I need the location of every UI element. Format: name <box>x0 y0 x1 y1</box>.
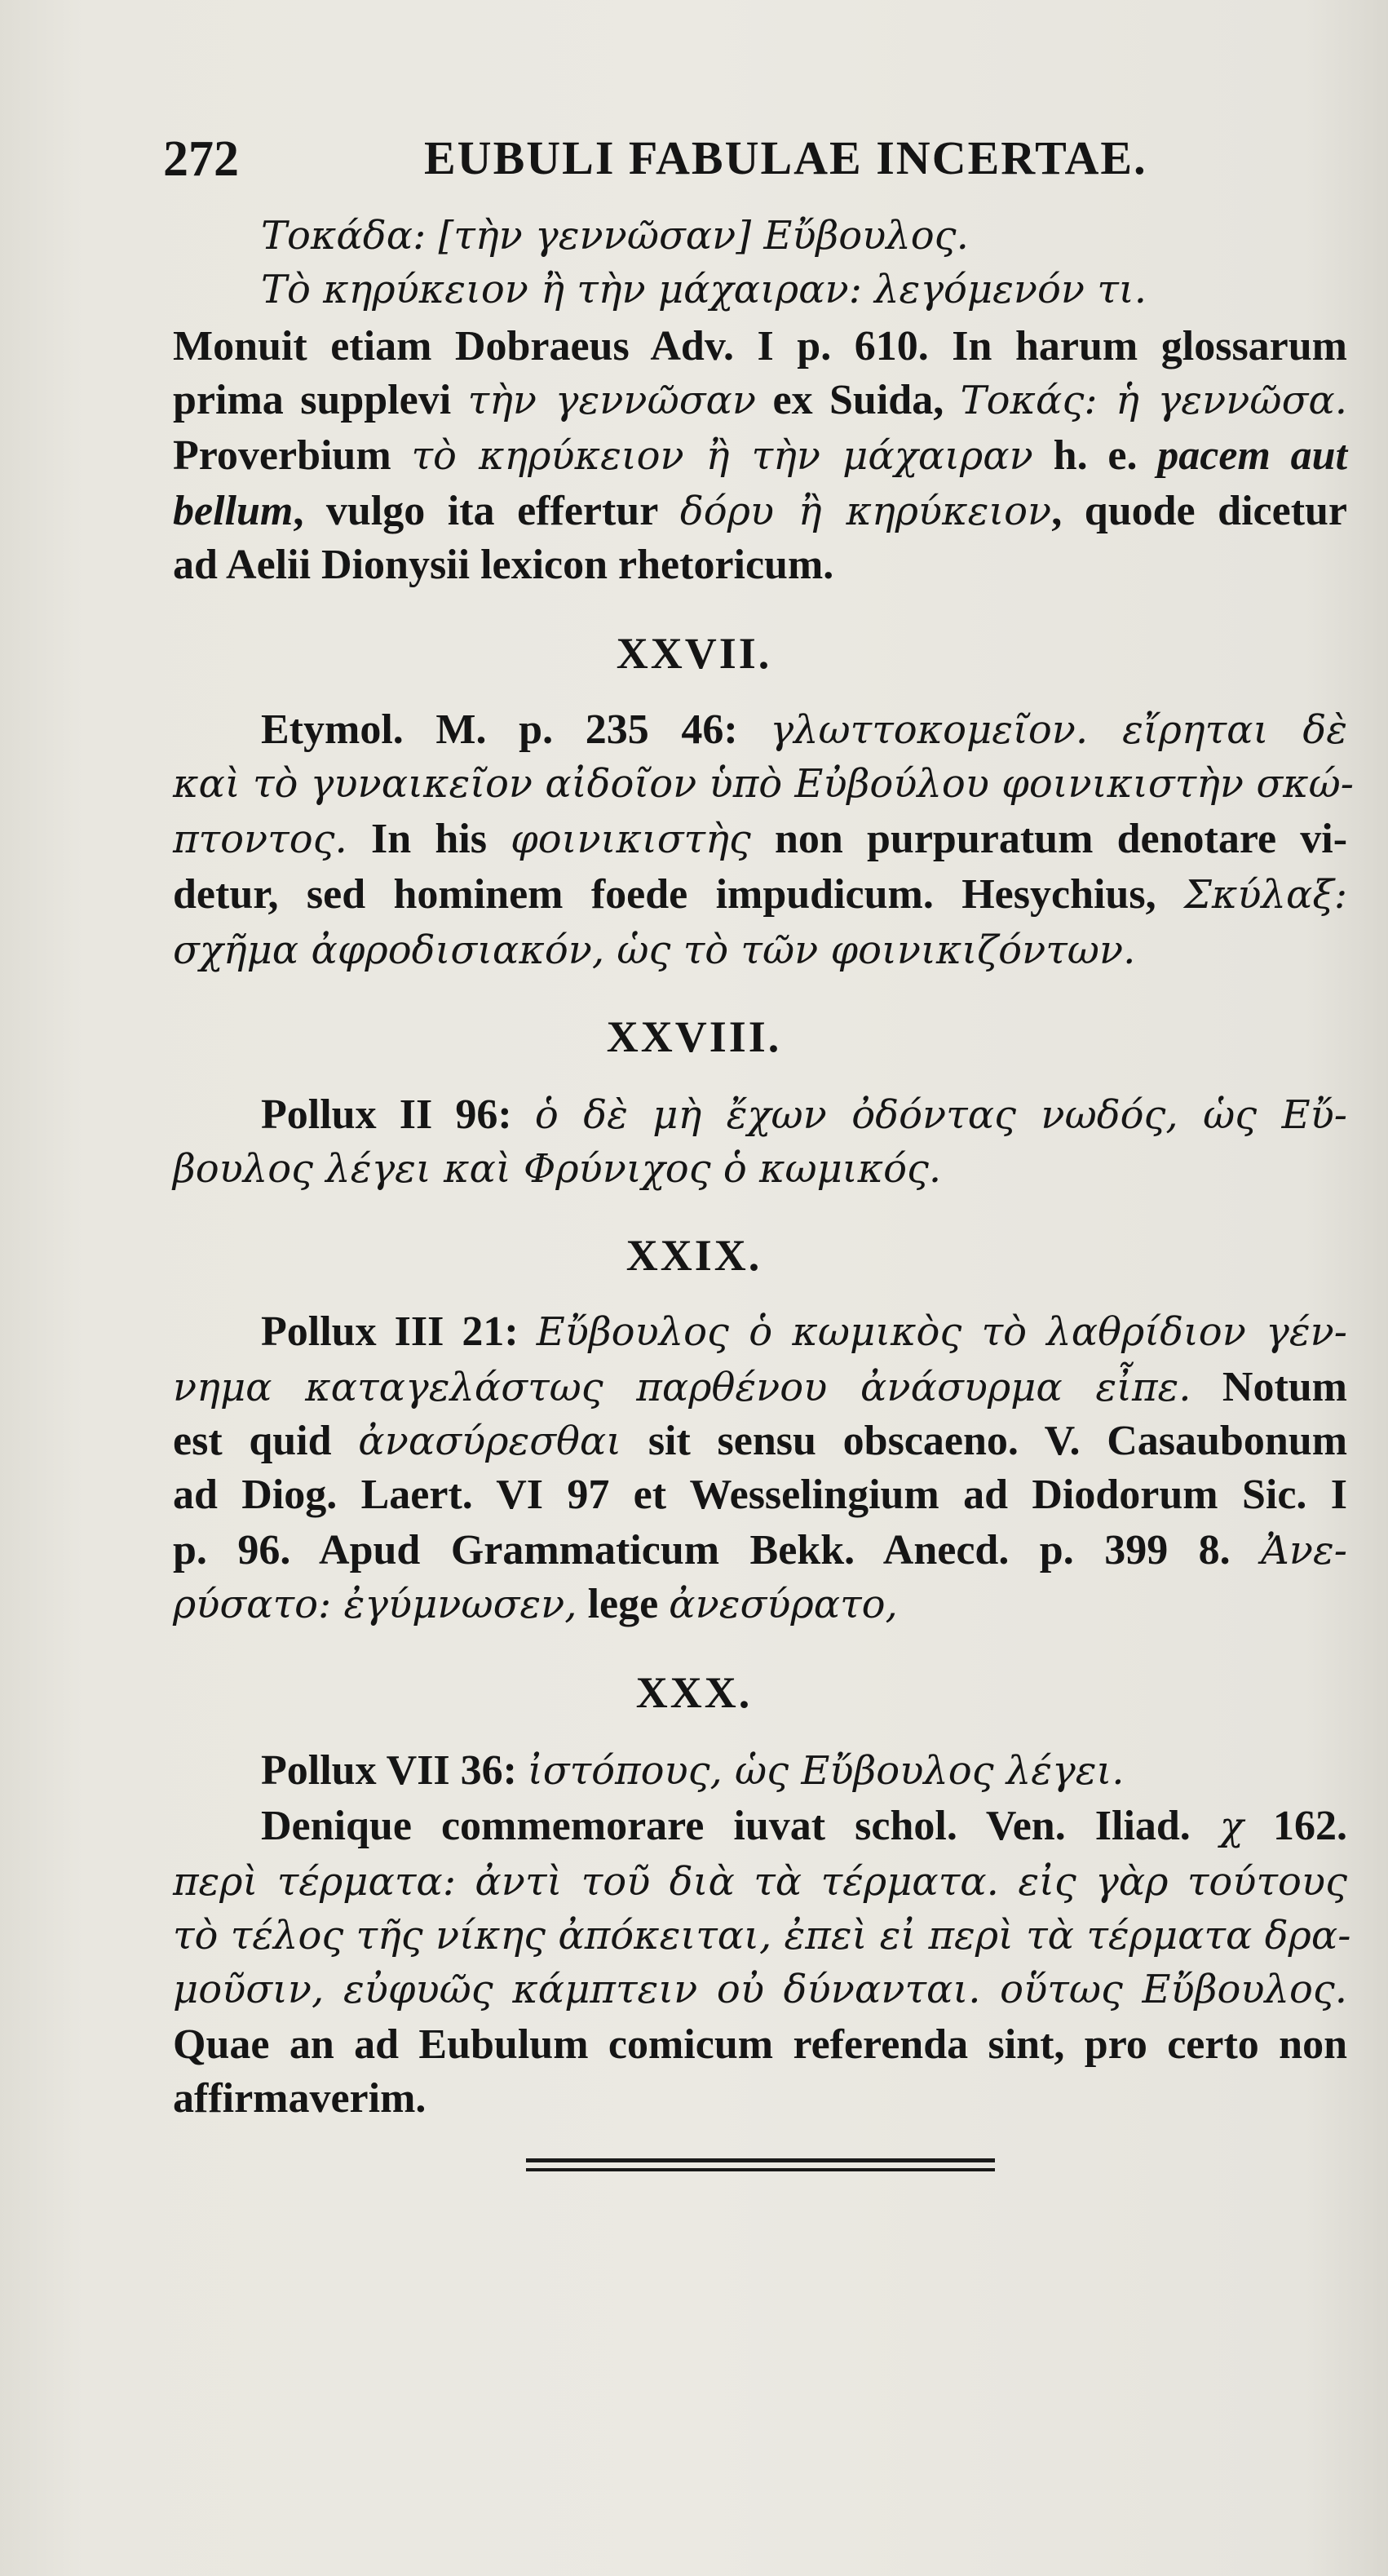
s27-line-1: Etymol. M. p. 235 46: γλωττοκομεῖον. εἴρηται δὲ <box>261 706 1347 753</box>
s27-line-2: καὶ τὸ γυναικεῖον αἰδοῖον ὑπὸ Εὐβούλου φοινικιστὴν σκώ- <box>173 761 1354 807</box>
page-number: 272 <box>163 131 239 187</box>
section-heading-xxviii: XXVIII. <box>606 1012 782 1061</box>
s30-line-3: περὶ τέρματα: ἀντὶ τοῦ διὰ τὰ τέρματα. εἰς γὰρ τούτους <box>173 1859 1347 1905</box>
s29-line-2: νημα καταγελάστως παρθένου ἀνάσυρμα εἶπε. Notum <box>173 1364 1347 1410</box>
intro-line-6: bellum, vulgo ita effertur δόρυ ἢ κηρύκειον, quode dicetur <box>173 488 1348 534</box>
s27-line-3: πτοντος. In his φοινικιστὴς non purpuratum denotare vi- <box>173 816 1348 862</box>
intro-line-4: prima supplevi τὴν γεννῶσαν ex Suida, Τοκάς: ἡ γεννῶσα. <box>173 377 1348 423</box>
running-title: EUBULI FABULAE INCERTAE. <box>424 131 1147 184</box>
s30-line-5: μοῦσιν, εὐφυῶς κάμπτειν οὐ δύνανται. οὕτως Εὔβουλος. <box>173 1967 1347 2012</box>
intro-line-1: Τοκάδα: [τὴν γεννῶσαν] Εὔβουλος. <box>261 213 969 259</box>
section-heading-xxx: XXX. <box>635 1668 753 1717</box>
s27-line-5: σχῆμα ἀφροδισιακόν, ὡς τὸ τῶν φοινικιζόντων. <box>173 927 1136 973</box>
intro-line-7: ad Aelii Dionysii lexicon rhetoricum. <box>173 542 834 588</box>
s29-line-3: est quid ἀνασύρεσθαι sit sensu obscaeno. V. Casaubonum <box>173 1418 1348 1464</box>
s30-line-4: τὸ τέλος τῆς νίκης ἀπόκειται, ἐπεὶ εἰ περὶ τὰ τέρματα δρα- <box>173 1913 1351 1959</box>
intro-line-2: Τὸ κηρύκειον ἢ τὴν μάχαιραν: λεγόμενόν τι. <box>261 267 1147 312</box>
intro-line-5: Proverbium τὸ κηρύκειον ἢ τὴν μάχαιραν h. e. pacem aut <box>173 432 1348 479</box>
section-heading-xxvii: XXVII. <box>616 629 772 678</box>
s30-line-6: Quae an ad Eubulum comicum referenda sint, pro certo non <box>173 2021 1347 2068</box>
s28-line-1: Pollux II 96: ὁ δὲ μὴ ἔχων ὀδόντας νωδός, ὡς Εὔ- <box>261 1091 1348 1138</box>
end-rule-bottom <box>526 2168 995 2171</box>
end-rule-top <box>526 2158 995 2162</box>
s27-line-4: detur, sed hominem foede impudicum. Hesychius, Σκύλαξ: <box>173 871 1347 918</box>
s29-line-5: p. 96. Apud Grammaticum Bekk. Anecd. p. 399 8. Ἀνε- <box>173 1527 1347 1573</box>
s30-line-2: Denique commemorare iuvat schol. Ven. Iliad. χ 162. <box>261 1803 1347 1849</box>
intro-line-3: Monuit etiam Dobraeus Adv. I p. 610. In harum glossarum <box>173 323 1347 370</box>
s30-line-1: Pollux VII 36: ἰστόπους, ὡς Εὔβουλος λέγει. <box>261 1747 1125 1794</box>
s29-line-6: ρύσατο: ἐγύμνωσεν, lege ἀνεσύρατο, <box>173 1581 898 1627</box>
s29-line-4: ad Diog. Laert. VI 97 et Wesselingium ad Diodorum Sic. I <box>173 1472 1347 1518</box>
section-heading-xxix: XXIX. <box>625 1231 763 1280</box>
page-header <box>163 131 1337 204</box>
s30-line-7: affirmaverim. <box>173 2075 427 2122</box>
s29-line-1: Pollux III 21: Εὔβουλος ὁ κωμικὸς τὸ λαθρίδιον γέν- <box>261 1308 1347 1355</box>
s28-line-2: βουλος λέγει καὶ Φρύνιχος ὁ κωμικός. <box>173 1146 942 1192</box>
